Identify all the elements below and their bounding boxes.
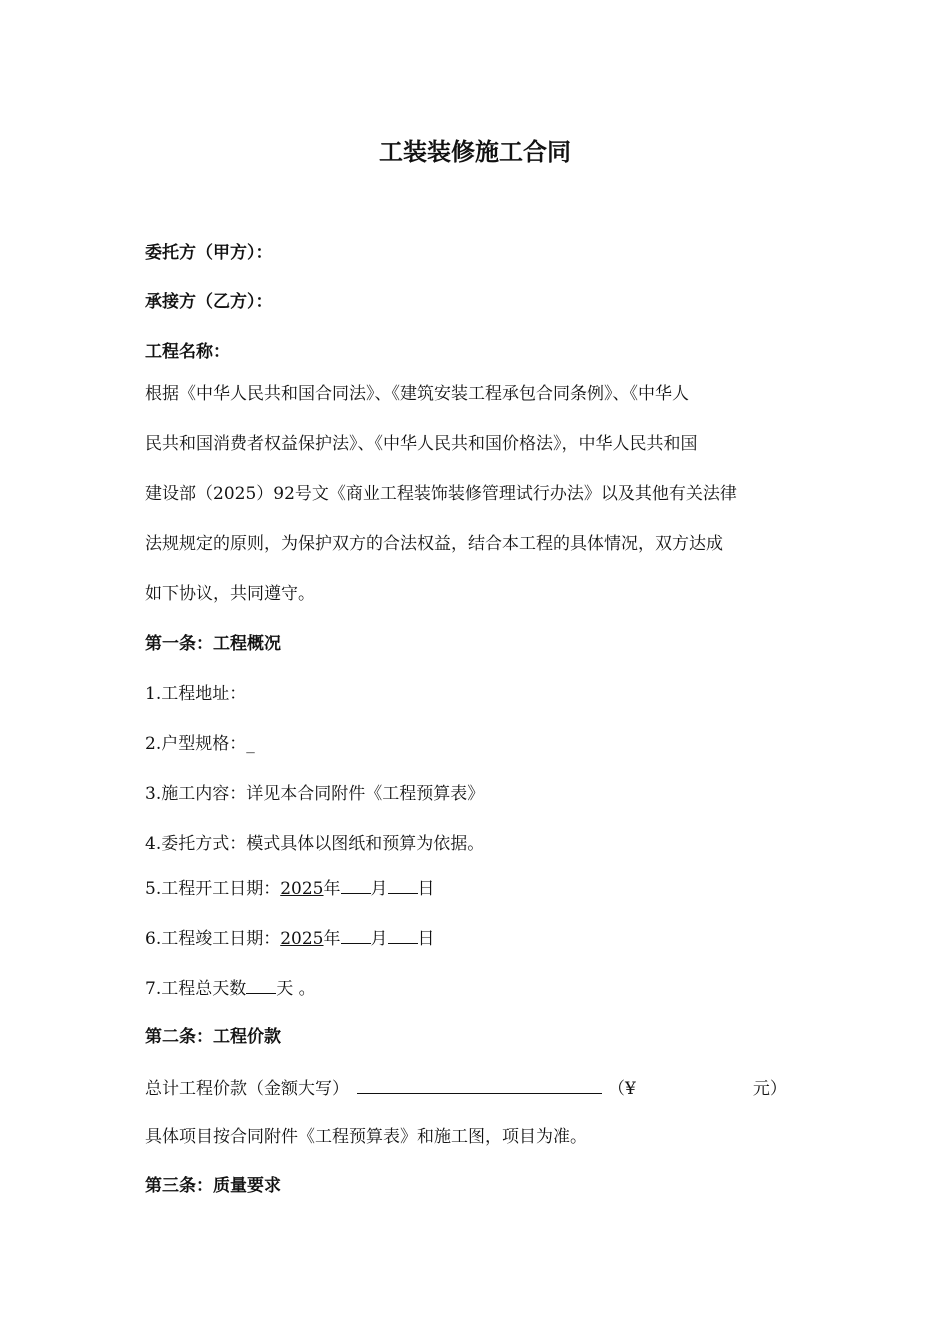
preamble-line: 民共和国消费者权益保护法》、《中华人民共和国价格法》，中华人民共和国: [145, 434, 698, 454]
party-b-label: 承接方（乙方）：: [145, 292, 273, 312]
day-blank: [388, 875, 418, 894]
end-year: 2025: [280, 929, 324, 949]
month-blank: [341, 925, 371, 944]
article1-item-end-date: [145, 925, 435, 951]
party-a-label: 委托方（甲方）：: [145, 243, 273, 263]
article3-heading: 第三条：质量要求: [145, 1176, 281, 1196]
article2-price-line: [145, 1075, 787, 1101]
article1-item-start-date: [145, 875, 435, 901]
price-label: 总计工程价款（金额大写）: [145, 1079, 349, 1099]
article2-detail: 具体项目按合同附件《工程预算表》和施工图，项目为准。: [145, 1127, 587, 1147]
start-year: 2025: [280, 879, 324, 899]
project-name-label: 工程名称：: [145, 342, 230, 362]
article1-item-scope: 3.施工内容：详见本合同附件《工程预算表》: [145, 784, 485, 804]
article1-item-unit-type: 2.户型规格：_: [145, 734, 255, 754]
article1-item-address: 1.工程地址：: [145, 684, 247, 704]
article1-heading: 第一条：工程概况: [145, 634, 281, 654]
preamble-line: 法规规定的原则，为保护双方的合法权益，结合本工程的具体情况，双方达成: [145, 534, 723, 554]
article1-item-total-days: [145, 975, 316, 1001]
start-date-label: 5.工程开工日期：: [145, 879, 281, 899]
total-days-unit: 天 。: [276, 979, 316, 999]
price-words-blank: [357, 1075, 602, 1094]
article1-item-method: 4.委托方式：模式具体以图纸和预算为依据。: [145, 834, 485, 854]
end-date-label: 6.工程竣工日期：: [145, 929, 281, 949]
month-unit: 月: [370, 929, 388, 949]
article2-heading: 第二条：工程价款: [145, 1027, 281, 1047]
price-yen: （¥: [608, 1079, 636, 1099]
document-title: 工装装修施工合同: [379, 138, 571, 166]
year-unit: 年: [323, 879, 341, 899]
preamble-line: 根据《中华人民共和国合同法》、《建筑安装工程承包合同条例》、《中华人: [145, 384, 689, 404]
day-unit: 日: [417, 879, 435, 899]
preamble-line: 建设部（2025）92号文《商业工程装饰装修管理试行办法》以及其他有关法律: [145, 484, 737, 504]
day-unit: 日: [417, 929, 435, 949]
total-days-label: 7.工程总天数: [145, 979, 247, 999]
year-unit: 年: [323, 929, 341, 949]
month-blank: [341, 875, 371, 894]
month-unit: 月: [370, 879, 388, 899]
price-unit: 元）: [752, 1079, 787, 1099]
day-blank: [388, 925, 418, 944]
days-blank: [246, 975, 276, 994]
preamble-paragraph: [145, 369, 810, 619]
preamble-line: 如下协议，共同遵守。: [145, 584, 315, 604]
